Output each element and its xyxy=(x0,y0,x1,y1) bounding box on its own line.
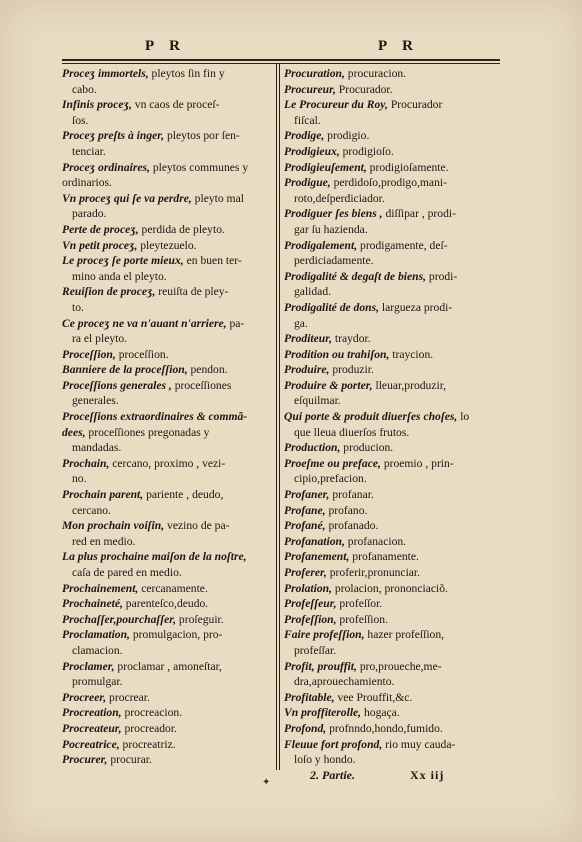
entry-headword: Vn proceʒ qui ſe va perdre, xyxy=(62,191,192,205)
entry-continuation: promulgar. xyxy=(72,675,123,689)
entry-translation: pleytezuelo. xyxy=(140,238,197,252)
dictionary-entry xyxy=(62,627,272,643)
entry-translation: procuracion. xyxy=(347,67,407,80)
dictionary-entry xyxy=(284,534,498,550)
left-column xyxy=(62,66,272,768)
dictionary-entry xyxy=(284,362,498,378)
dictionary-entry xyxy=(62,518,272,534)
entry-translation: profano. xyxy=(328,503,368,517)
entry-translation: profeſſor. xyxy=(339,597,383,611)
dictionary-entry xyxy=(284,300,498,316)
dictionary-entry xyxy=(62,612,272,628)
entry-translation: prodi- xyxy=(428,269,458,283)
dictionary-entry xyxy=(62,705,272,721)
entry-continuation: red en medio. xyxy=(72,534,136,548)
entry-headword: Prochain, xyxy=(62,456,110,470)
dictionary-entry xyxy=(62,238,272,254)
entry-headword: Prochaineté, xyxy=(62,597,123,611)
entry-headword: Produire, xyxy=(284,363,330,377)
entry-headword: Procreation, xyxy=(62,706,122,720)
entry-translation: diſſipar , prodi- xyxy=(385,207,456,221)
entry-translation: proferir,pronunciar. xyxy=(329,566,421,579)
entry-continuation: dra,aprouechamiento. xyxy=(294,675,395,689)
entry-headword: Profané, xyxy=(284,519,326,533)
entry-translation: produzir. xyxy=(332,363,374,377)
entry-translation: proceſſion. xyxy=(118,347,169,361)
entry-continuation: eſquilmar. xyxy=(294,394,341,408)
dictionary-entry xyxy=(284,705,498,721)
dictionary-entry xyxy=(62,97,272,113)
entry-translation: pleytos por ſen- xyxy=(166,129,240,143)
dictionary-entry xyxy=(284,82,498,98)
entry-headword: Fleuue fort profond, xyxy=(284,737,383,751)
dictionary-entry xyxy=(62,222,272,238)
dictionary-entry xyxy=(284,440,498,456)
dictionary-entry xyxy=(284,627,498,643)
entry-continuation: cercano. xyxy=(72,503,111,517)
entry-headword: Procreateur, xyxy=(62,721,122,735)
entry-headword: Prolation, xyxy=(284,581,332,595)
entry-headword: Vn proffiterolle, xyxy=(284,706,362,720)
dictionary-entry xyxy=(284,549,498,565)
entry-translation: vn caos de proceſ- xyxy=(134,98,220,112)
dictionary-entry xyxy=(62,362,272,378)
dictionary-entry xyxy=(62,409,272,425)
entry-headword: Prodigalement, xyxy=(284,238,358,252)
entry-headword: dees, xyxy=(62,425,86,439)
entry-headword: Profeſſeur, xyxy=(284,597,337,611)
entry-translation: profanacion. xyxy=(347,534,407,548)
entry-translation: profanamente. xyxy=(352,550,419,564)
entry-headword: Proceſſions extraordinaires & commã- xyxy=(62,410,248,424)
entry-translation: pro,proueche,me- xyxy=(359,659,442,673)
entry-headword: Pocreatrice, xyxy=(62,737,120,751)
entry-translation: Procurador xyxy=(390,98,443,112)
dictionary-entry xyxy=(62,581,272,597)
entry-translation: pendon. xyxy=(190,363,228,377)
entry-headword: Reuiſion de proceʒ, xyxy=(62,285,156,299)
header-rule-thin xyxy=(62,63,500,64)
column-divider-second xyxy=(279,64,280,770)
entry-continuation: loſo y hondo. xyxy=(294,753,356,767)
dictionary-entry xyxy=(62,128,272,144)
entry-continuation: ſos. xyxy=(72,113,89,127)
entry-continuation: ga. xyxy=(294,316,308,330)
entry-translation: prodigamente, deſ- xyxy=(360,238,448,252)
entry-translation: proſeguir. xyxy=(178,612,224,626)
dictionary-entry xyxy=(62,284,272,300)
entry-headword: Profanement, xyxy=(284,550,350,564)
entry-headword: Qui porte & produit diuerſes choſes, xyxy=(284,410,458,424)
dictionary-entry xyxy=(62,659,272,675)
entry-headword: Prodige, xyxy=(284,129,325,143)
page-footer xyxy=(310,768,500,786)
entry-continuation: roto,deſperdiciador. xyxy=(294,191,385,205)
right-column xyxy=(284,66,498,768)
entry-headword: Production, xyxy=(284,441,341,455)
dictionary-entry xyxy=(284,160,498,176)
entry-headword: Prodiguer ſes biens , xyxy=(284,207,383,221)
entry-headword: Prodigieuſement, xyxy=(284,160,367,174)
entry-translation: traycion. xyxy=(392,347,434,361)
entry-continuation: cipio,prefacion. xyxy=(294,472,367,486)
dictionary-entry xyxy=(284,690,498,706)
entry-continuation: gar ſu hazienda. xyxy=(294,222,368,236)
entry-headword: La plus prochaine maiſon de la noſtre, xyxy=(62,550,247,564)
entry-headword: Vn petit proceʒ, xyxy=(62,238,138,252)
entry-translation: procreador. xyxy=(124,721,177,735)
entry-translation: pleyto mal xyxy=(194,191,244,205)
entry-headword: Profaner, xyxy=(284,488,330,502)
entry-headword: Profitable, xyxy=(284,690,335,704)
dictionary-entry xyxy=(62,752,272,768)
entry-translation: lleuar,produzir, xyxy=(375,378,447,392)
entry-headword: Ce proceʒ ne va n'auant n'arriere, xyxy=(62,316,227,330)
entry-headword: Proceʒ immortels, xyxy=(62,67,149,80)
entry-headword: Procreer, xyxy=(62,690,107,704)
dictionary-entry xyxy=(284,206,498,222)
entry-continuation: no. xyxy=(72,472,87,486)
entry-headword: Le Procureur du Roy, xyxy=(284,98,388,112)
entry-translation: pleytos ſin fin y xyxy=(151,67,225,80)
entry-translation: pariente , deudo, xyxy=(146,488,224,502)
entry-headword: Prodigalité de dons, xyxy=(284,300,380,314)
entry-translation: traydor. xyxy=(334,332,371,346)
header-right: P R xyxy=(378,38,419,54)
signature-mark: 2. Partie. xyxy=(310,768,355,782)
header-left: P R xyxy=(145,38,186,54)
dictionary-entry xyxy=(284,238,498,254)
dictionary-entry xyxy=(284,175,498,191)
entry-headword: Proditeur, xyxy=(284,332,332,346)
entry-translation: profeſſion. xyxy=(339,612,389,626)
dictionary-entry xyxy=(284,144,498,160)
entry-translation: prolacion, prononciaciõ. xyxy=(334,581,448,595)
entry-continuation: mandadas. xyxy=(72,441,122,455)
entry-headword: Prodigue, xyxy=(284,176,331,190)
dictionary-entry xyxy=(284,503,498,519)
entry-headword: Proclamer, xyxy=(62,659,115,673)
dictionary-entry xyxy=(284,596,498,612)
page-mark: Xx iij xyxy=(410,768,445,782)
dictionary-entry xyxy=(62,191,272,207)
dictionary-entry xyxy=(284,612,498,628)
entry-continuation: generales. xyxy=(72,394,119,408)
dictionary-entry xyxy=(62,160,272,191)
dictionary-entry xyxy=(284,456,498,472)
entry-headword: Proceʒ ordinaires, xyxy=(62,160,150,174)
entry-translation: proceſſiones pregonadas y xyxy=(88,425,210,439)
ornament-icon: ✦ xyxy=(262,777,271,788)
entry-translation: rio muy cauda- xyxy=(385,737,456,751)
entry-continuation: profeſſar. xyxy=(294,643,337,657)
dictionary-entry xyxy=(62,487,272,503)
entry-headword: Faire profeſſion, xyxy=(284,628,365,642)
entry-translation: hogaça. xyxy=(364,706,400,720)
entry-continuation: galidad. xyxy=(294,285,332,299)
entry-translation: profanado. xyxy=(328,519,379,533)
entry-headword: Profeſſion, xyxy=(284,612,337,626)
dictionary-entry xyxy=(284,378,498,394)
entry-translation: largueza prodi- xyxy=(381,300,453,314)
entry-translation: producion. xyxy=(343,441,394,455)
entry-translation: prodigio. xyxy=(327,129,370,143)
dictionary-entry xyxy=(62,347,272,363)
entry-headword: Prochain parent, xyxy=(62,488,144,502)
entry-headword: Proceſſion, xyxy=(62,347,116,361)
dictionary-entry xyxy=(62,596,272,612)
entry-translation: cercanamente. xyxy=(141,581,208,595)
entry-headword: Perte de proceʒ, xyxy=(62,222,139,236)
dictionary-entry xyxy=(284,269,498,285)
dictionary-entry xyxy=(284,331,498,347)
entry-translation: procurar. xyxy=(110,753,152,767)
entry-translation: vee Prouffit,&c. xyxy=(337,690,413,704)
entry-translation: en buen ter- xyxy=(186,254,242,268)
entry-continuation: parado. xyxy=(72,207,107,221)
entry-translation: profanar. xyxy=(332,488,374,502)
entry-headword: Infinis proceʒ, xyxy=(62,98,132,112)
dictionary-entry xyxy=(62,690,272,706)
entry-translation: lo xyxy=(460,410,470,424)
entry-translation: hazer profeſſion, xyxy=(367,628,445,642)
entry-translation: proceſſiones xyxy=(174,378,232,392)
entry-translation: perdida de pleyto. xyxy=(141,222,225,236)
entry-translation: perdidoſo,prodigo,mani- xyxy=(333,176,447,190)
entry-headword: Proceſſions generales , xyxy=(62,378,172,392)
entry-translation: procreatriz. xyxy=(122,737,176,751)
entry-headword: Profit, prouffit, xyxy=(284,659,357,673)
column-divider xyxy=(276,64,277,770)
entry-headword: Prochainement, xyxy=(62,581,139,595)
entry-headword: Profond, xyxy=(284,721,327,735)
entry-translation: vezino de pa- xyxy=(167,519,230,533)
entry-translation: parenteſco,deudo. xyxy=(125,597,209,611)
entry-continuation: cabo. xyxy=(72,82,97,96)
dictionary-entry xyxy=(284,721,498,737)
entry-translation: Procurador. xyxy=(338,82,393,96)
dictionary-entry xyxy=(284,659,498,675)
entry-translation: proemio , prin- xyxy=(383,456,454,470)
entry-continuation: tenciar. xyxy=(72,144,106,158)
running-header xyxy=(60,38,500,58)
entry-translation: reuiſta de pley- xyxy=(158,285,229,299)
dictionary-entry xyxy=(62,378,272,394)
entry-continuation: mino anda el pleyto. xyxy=(72,269,167,283)
entry-translation: cercano, proximo , vezi- xyxy=(112,456,226,470)
entry-translation: procreacion. xyxy=(124,706,183,720)
entry-headword: Produire & porter, xyxy=(284,378,373,392)
dictionary-entry xyxy=(284,565,498,581)
entry-headword: Prochaſſer,pourchaſſer, xyxy=(62,612,177,626)
entry-headword: Profane, xyxy=(284,503,326,517)
dictionary-entry xyxy=(284,737,498,753)
entry-translation: pa- xyxy=(229,316,245,330)
entry-headword: Proeſme ou preface, xyxy=(284,456,381,470)
dictionary-entry xyxy=(284,581,498,597)
entry-headword: Procurer, xyxy=(62,753,108,767)
entry-translation: prodigioſamente. xyxy=(369,160,449,174)
entry-translation: promulgacion, pro- xyxy=(132,628,223,642)
entry-headword: Proceʒ preſts à inger, xyxy=(62,129,165,143)
dictionary-entry xyxy=(284,97,498,113)
entry-continuation: que lleua diuerſos frutos. xyxy=(294,425,410,439)
dictionary-entry xyxy=(284,347,498,363)
entry-headword: Proferer, xyxy=(284,566,327,579)
entry-translation: prodigioſo. xyxy=(342,144,394,158)
entry-continuation: perdiciadamente. xyxy=(294,254,374,268)
entry-headword: Banniere de la proceſſion, xyxy=(62,363,188,377)
dictionary-entry xyxy=(62,737,272,753)
entry-headword: Prodigieux, xyxy=(284,144,340,158)
entry-headword: Procureur, xyxy=(284,82,336,96)
dictionary-entry xyxy=(284,409,498,425)
entry-continuation: caſa de pared en medio. xyxy=(72,566,182,579)
entry-continuation: fiſcal. xyxy=(294,113,321,127)
entry-continuation: to. xyxy=(72,300,84,314)
dictionary-entry xyxy=(62,253,272,269)
entry-headword: Proclamation, xyxy=(62,628,130,642)
entry-translation: proclamar , amoneſtar, xyxy=(117,659,222,673)
dictionary-entry xyxy=(62,549,272,565)
dictionary-entry xyxy=(62,66,272,82)
entry-headword: Mon prochain voiſin, xyxy=(62,519,165,533)
entry-headword: Profanation, xyxy=(284,534,345,548)
entry-translation: profnndo,hondo,fumido. xyxy=(329,721,443,735)
entry-headword: Le proceʒ ſe porte mieux, xyxy=(62,254,184,268)
entry-headword: Procuration, xyxy=(284,67,345,80)
entry-headword: Prodition ou trahiſon, xyxy=(284,347,390,361)
header-rule xyxy=(62,59,500,61)
entry-headword: Prodigalité & degaſt de biens, xyxy=(284,269,427,283)
entry-continuation: clamacion. xyxy=(72,643,123,657)
entry-continuation: ra el pleyto. xyxy=(72,332,128,346)
dictionary-entry xyxy=(62,316,272,332)
dictionary-entry xyxy=(284,487,498,503)
dictionary-entry xyxy=(62,456,272,472)
dictionary-entry xyxy=(284,518,498,534)
dictionary-entry xyxy=(62,425,272,441)
entry-translation: pleytos communes y ordinarios. xyxy=(62,160,249,190)
dictionary-entry xyxy=(62,721,272,737)
entry-translation: procrear. xyxy=(109,690,150,704)
dictionary-entry xyxy=(284,128,498,144)
dictionary-entry xyxy=(284,66,498,82)
